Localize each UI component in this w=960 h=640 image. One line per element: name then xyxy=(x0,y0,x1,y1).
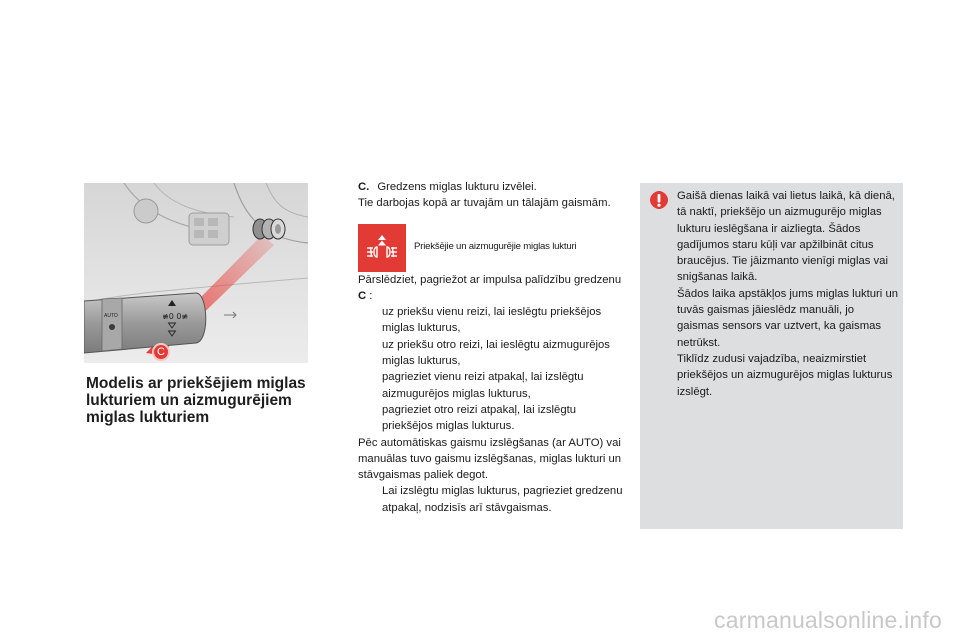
switch-colon: : xyxy=(366,289,373,302)
step-text: pagrieziet vienu reizi atpakaļ, lai izslēgtu aizmugurējos miglas lukturus, xyxy=(382,371,584,400)
auto-off-text: Pēc automātiskas gaismu izslēgšanas (ar AUTO) vai manuālas tuvo gaismu izslēgšanas, miglas lukturi un stāvgaismas paliek degot. xyxy=(358,436,622,482)
step-text: pagrieziet otro reizi atpakaļ, lai izslēgtu priekšējos miglas lukturus. xyxy=(382,403,577,433)
fog-lights-indicator xyxy=(358,224,406,272)
step-text: Lai izslēgtu miglas lukturus, pagrieziet gredzenu atpakaļ, nodzisīs arī stāvgaismas. xyxy=(382,485,623,514)
instructions-column xyxy=(358,179,628,516)
section-title: Modelis ar priekšējiem miglas lukturiem un aizmugurējiem miglas lukturiem xyxy=(86,375,306,426)
ring-heading xyxy=(358,179,628,195)
list-item xyxy=(358,369,628,402)
step-text: uz priekšu otro reizi, lai ieslēgtu aizmugurējos miglas lukturus, xyxy=(382,338,610,368)
warning-text xyxy=(677,188,899,400)
switch-steps-list xyxy=(358,304,628,434)
step-text: uz priekšu vienu reizi, lai ieslēgtu priekšējos miglas lukturus, xyxy=(382,306,602,335)
watermark: carmanualsonline.info xyxy=(714,607,942,633)
list-item xyxy=(358,304,628,337)
svg-text:≢0 0≢: ≢0 0≢ xyxy=(162,312,189,321)
warning-paragraph: Šādos laika apstākļos jums miglas lukturi un tuvās gaismas jāieslēdz manuāli, jo gaismas sensors var uztvert, ka gaismas netrūkst. xyxy=(677,287,899,349)
ring-description: Tie darbojas kopā ar tuvajām un tālajām gaismām. xyxy=(358,197,611,210)
svg-text:AUTO: AUTO xyxy=(104,313,118,319)
exclamation-warning-icon xyxy=(649,190,669,210)
callout-c-marker xyxy=(152,343,170,361)
callout-letter: C xyxy=(157,346,165,358)
switch-intro-text: Pārslēdziet, pagriežot ar impulsa palīdzību gredzenu xyxy=(358,273,622,286)
ring-letter: C. xyxy=(358,181,370,193)
warning-box xyxy=(640,183,903,529)
warning-paragraph: Tiklīdz zudusi vajadzība, neaizmirstiet priekšējos un aizmugurējos miglas lukturus izslēgt. xyxy=(677,352,893,398)
fog-indicator-caption: Priekšējie un aizmugurējie miglas lukturi xyxy=(414,241,577,253)
ring-text: Gredzens miglas lukturu izvēlei. xyxy=(377,181,537,193)
list-item xyxy=(358,483,628,516)
warning-paragraph: Gaišā dienas laikā vai lietus laikā, kā dienā, tā naktī, priekšējo un aizmugurējo miglas lukturu ieslēgšana ir aizliegta. Šādos gadījumos staru kūļi var apžilbināt citus braucējus. Tie jāizmanto vienīgi miglas vai snigšanas laikā. xyxy=(677,190,895,284)
front-rear-fog-lights-icon xyxy=(365,233,399,263)
switch-intro xyxy=(358,272,628,305)
list-item xyxy=(358,402,628,435)
auto-off-steps xyxy=(358,483,628,516)
fog-indicator-row xyxy=(358,224,628,272)
lighting-stalk-illustration xyxy=(84,183,308,363)
list-item xyxy=(358,337,628,370)
switch-letter: C xyxy=(358,289,367,302)
